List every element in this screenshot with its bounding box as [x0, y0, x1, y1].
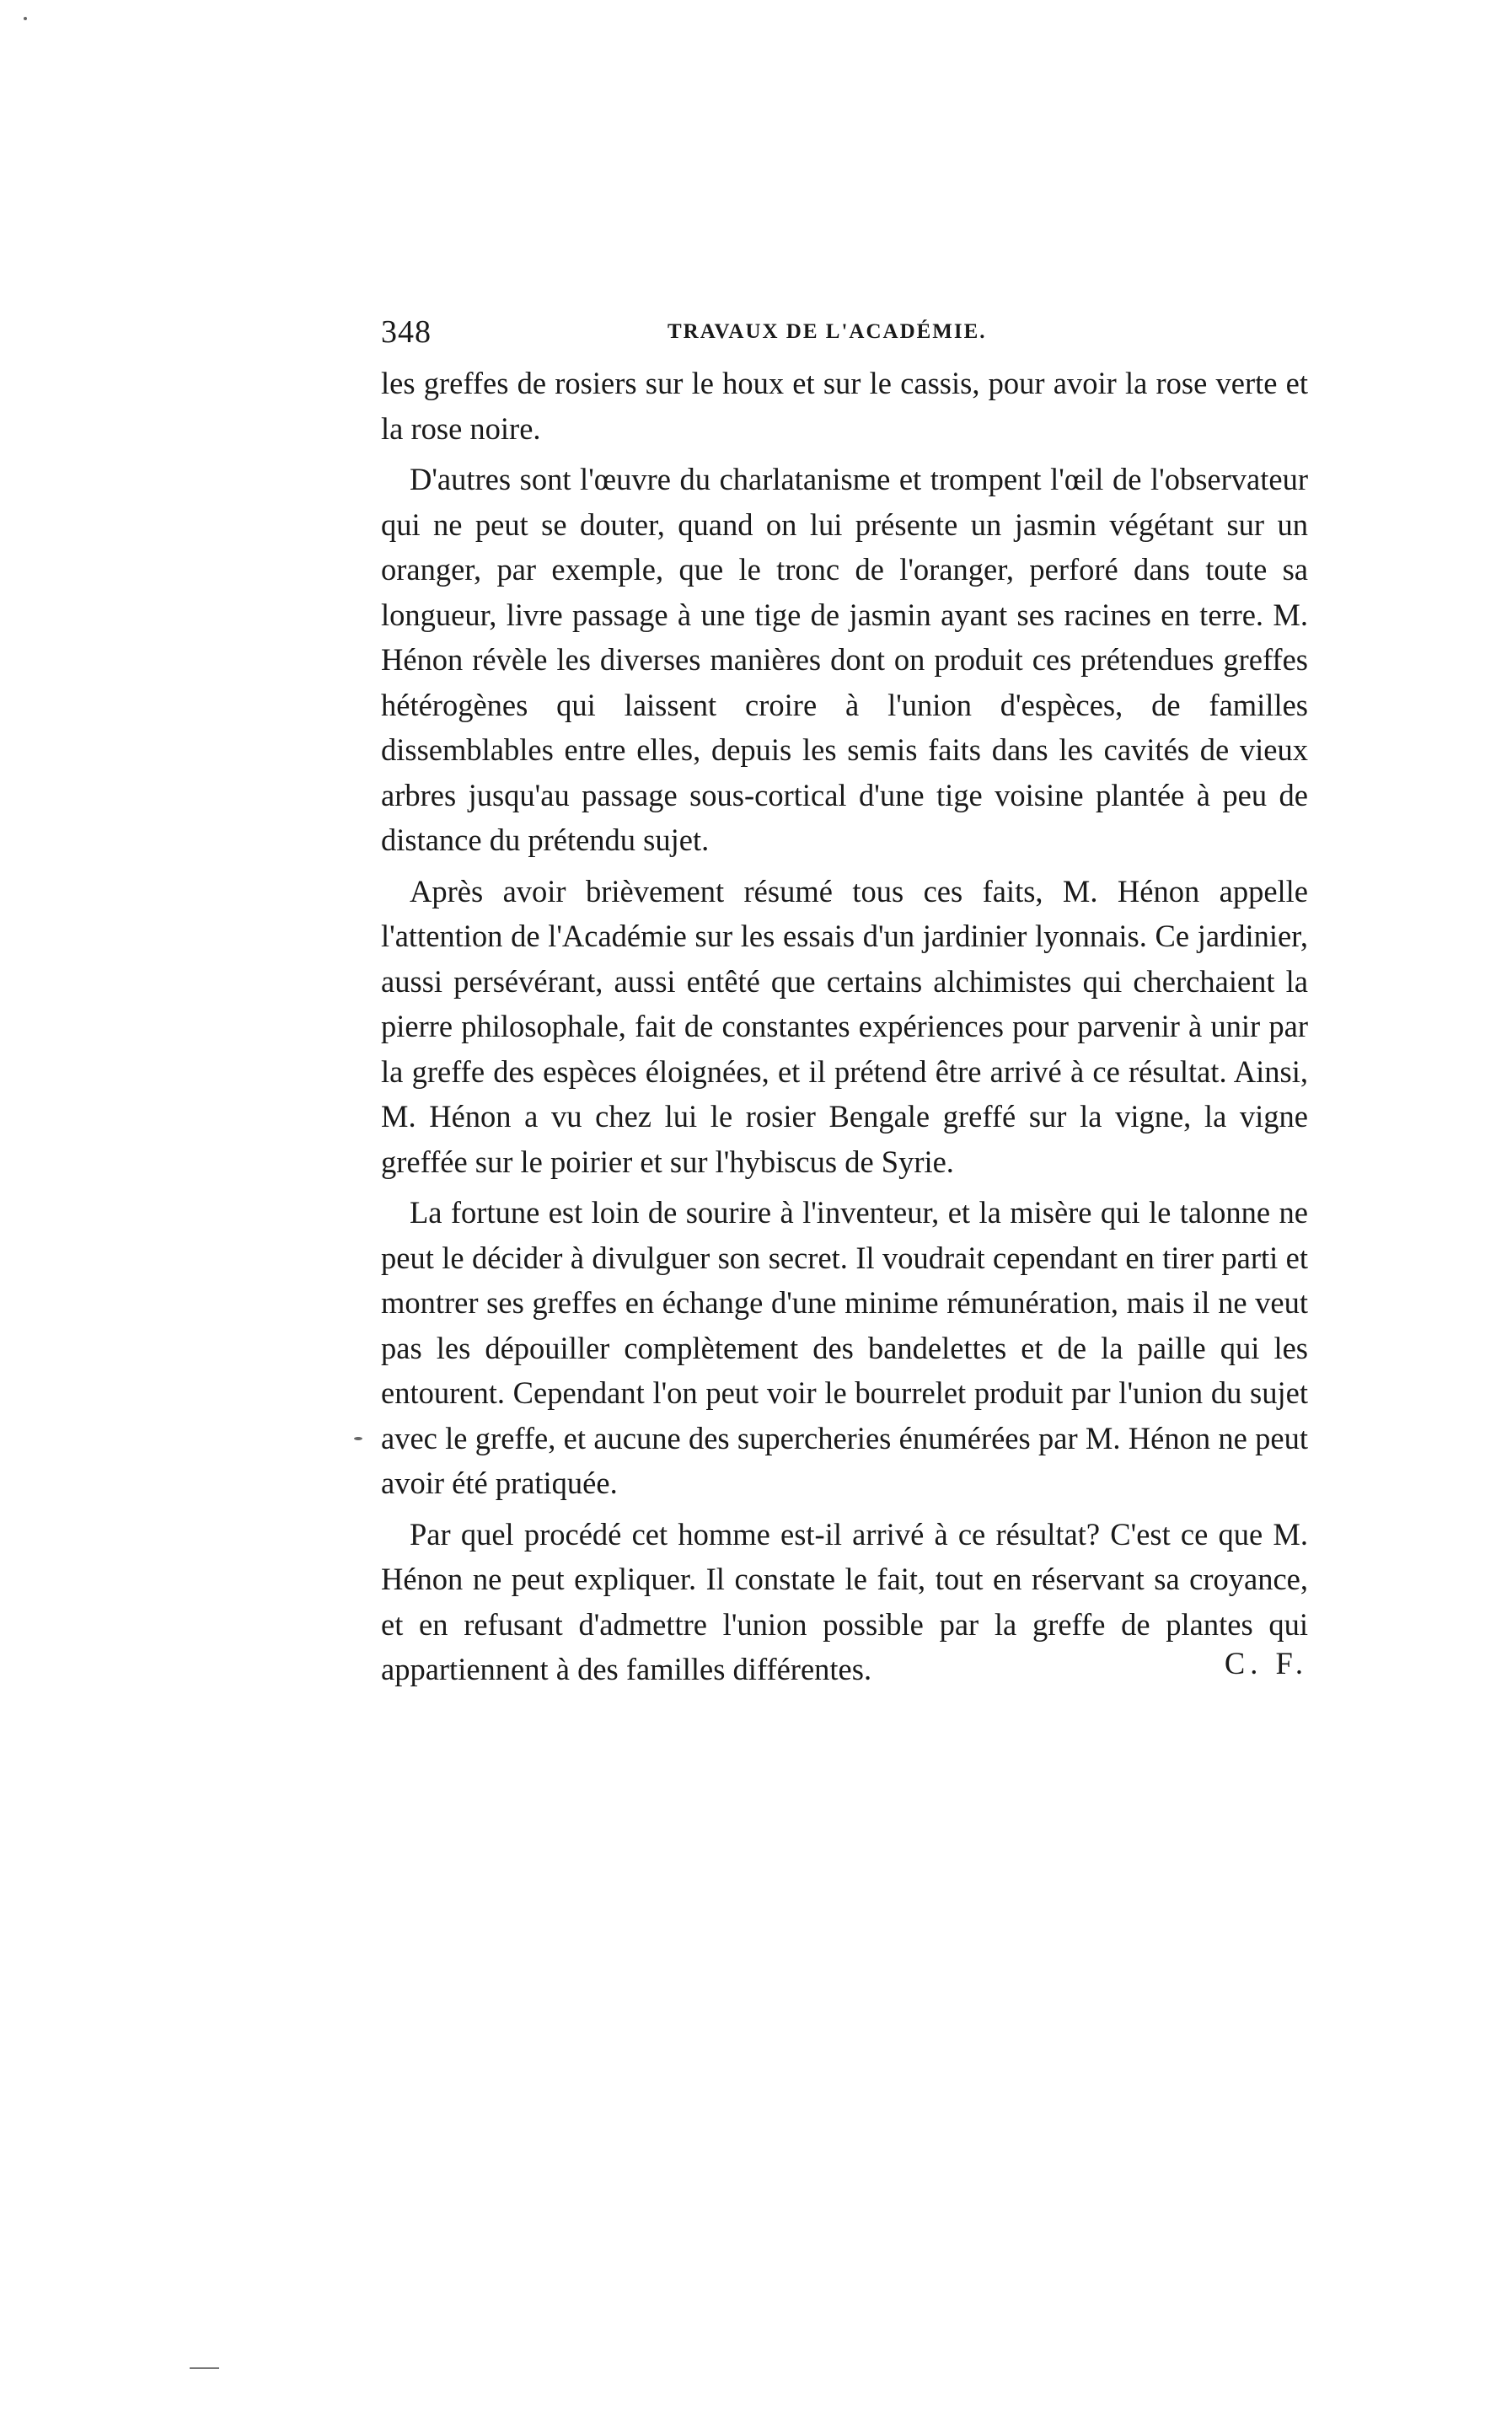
paragraph-1: les greffes de rosiers sur le houx et sur le cassis, pour avoir la rose verte et la rose noire.: [381, 366, 1308, 446]
paragraph-4: La fortune est loin de sourire à l'inventeur, et la misère qui le talonne ne peut le décider à divulguer son secret. Il voudrait cependant en tirer parti et montrer ses greffes en échange d'une minime rémunération, mais il ne veut pas les dépouiller complètement des bandelettes et de la paille qui les entourent. Cependant l'on peut voir le bourrelet produit par l'union du sujet avec le greffe, et aucune des supercheries énumérées par M. Hénon ne peut avoir été pratiquée.: [381, 1195, 1308, 1500]
scan-speck: [354, 1437, 362, 1440]
paragraph-2: D'autres sont l'œuvre du charlatanisme et trompent l'œil de l'observateur qui ne peut se douter, quand on lui présente un jasmin végétant sur un oranger, par exemple, que le tronc de l'oranger, perforé dans toute sa longueur, livre passage à une tige de jasmin ayant ses racines en terre. M. Hénon révèle les diverses manières dont on produit ces prétendues greffes hétérogènes qui laissent croire à l'union d'espèces, de familles dissemblables entre elles, depuis les semis faits dans les cavités de vieux arbres jusqu'au passage sous-cortical d'une tige voisine plantée à peu de distance du prétendu sujet.: [381, 462, 1308, 857]
page-header: [381, 314, 1232, 356]
paragraph-3: Après avoir brièvement résumé tous ces faits, M. Hénon appelle l'attention de l'Académie sur les essais d'un jardinier lyonnais. Ce jardinier, aussi persévérant, aussi entêté que certains alchimistes qui cherchaient la pierre philosophale, fait de constantes expériences pour parvenir à unir par la greffe des espèces éloignées, et il prétend être arrivé à ce résultat. Ainsi, M. Hénon a vu chez lui le rosier Bengale greffé sur la vigne, la vigne greffée sur le poirier et sur l'hybiscus de Syrie.: [381, 873, 1308, 1179]
body-text: [381, 361, 1308, 1698]
final-paragraph: [381, 1512, 1308, 1692]
page-number: 348: [381, 314, 432, 350]
margin-rule: [190, 2367, 219, 2369]
scan-speck: [24, 17, 27, 20]
running-head: TRAVAUX DE L'ACADÉMIE.: [668, 320, 987, 343]
author-signature: C. F.: [1224, 1646, 1308, 1680]
paragraph-5: Par quel procédé cet homme est-il arrivé à ce résultat? C'est ce que M. Hénon ne peut expliquer. Il constate le fait, tout en réservant sa croyance, et en refusant d'admettre l'union possible par la greffe de plantes qui appartiennent à des familles différentes.: [381, 1516, 1308, 1686]
